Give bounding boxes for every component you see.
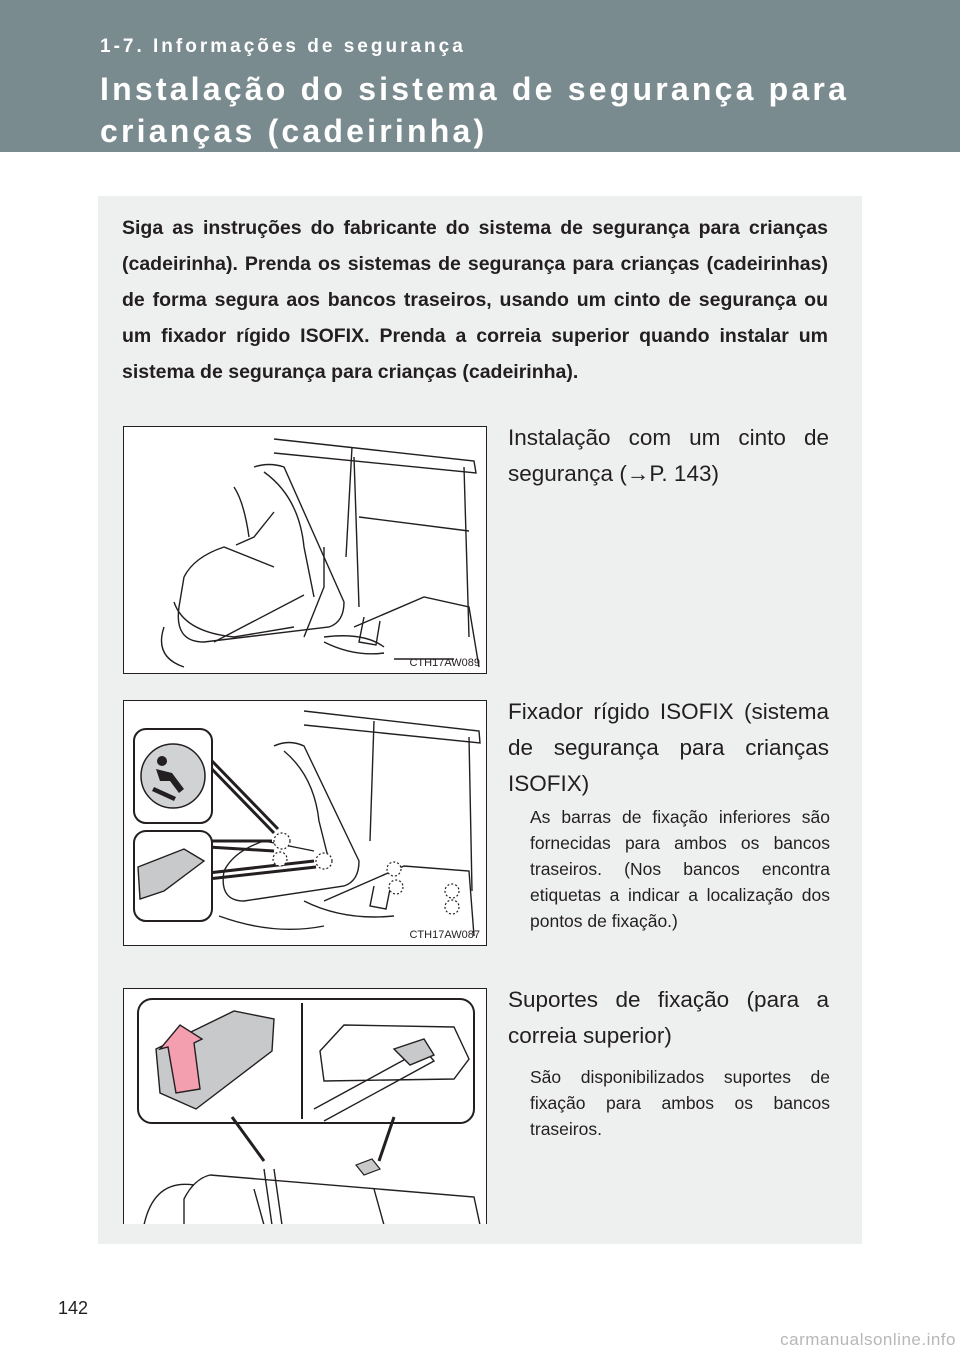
item-title-isofix: Fixador rígido ISOFIX (sistema de segurança para crianças ISOFIX) bbox=[508, 699, 829, 796]
intro-paragraph: Siga as instruções do fabricante do sistema de segurança para crianças (cadeirinha). Prenda os sistemas de segurança para crianças (cadeirinhas) de forma segura aos bancos traseiros, usando um cinto de segurança ou um fixador rígido ISOFIX. Prenda a correia superior quando instalar um sistema de segurança para crianças (cadeirinha). bbox=[122, 217, 828, 383]
isofix-illustration bbox=[124, 701, 487, 946]
figure-seatbelt-installation bbox=[123, 426, 487, 674]
figure-isofix bbox=[123, 700, 487, 946]
item-note-tether-brackets: São disponibilizados suportes de fixação para ambos os bancos traseiros. bbox=[530, 1067, 830, 1139]
section-label: 1-7. Informações de segurança bbox=[100, 36, 466, 57]
figure-code: CTH17AW089 bbox=[409, 657, 480, 669]
child-seat-belt-illustration bbox=[124, 427, 487, 674]
figure-code: CTH17AW087 bbox=[409, 929, 480, 941]
page-number: 142 bbox=[58, 1298, 89, 1318]
item-title-tether-brackets: Suportes de fixação (para a correia superior) bbox=[508, 987, 829, 1048]
chapter-header bbox=[0, 0, 960, 152]
tether-bracket-illustration bbox=[124, 989, 487, 1224]
figure-tether-brackets bbox=[123, 988, 487, 1224]
item-note-isofix: As barras de fixação inferiores são fornecidas para ambos os bancos traseiros. (Nos bancos encontra etiquetas a indicar a localização dos pontos de fixação.) bbox=[530, 807, 830, 931]
item-title-seatbelt: Instalação com um cinto de segurança (→P. 143) bbox=[508, 425, 829, 486]
page-title: Instalação do sistema de segurança para crianças (cadeirinha) bbox=[100, 71, 850, 149]
watermark: carmanualsonline.info bbox=[780, 1330, 956, 1349]
